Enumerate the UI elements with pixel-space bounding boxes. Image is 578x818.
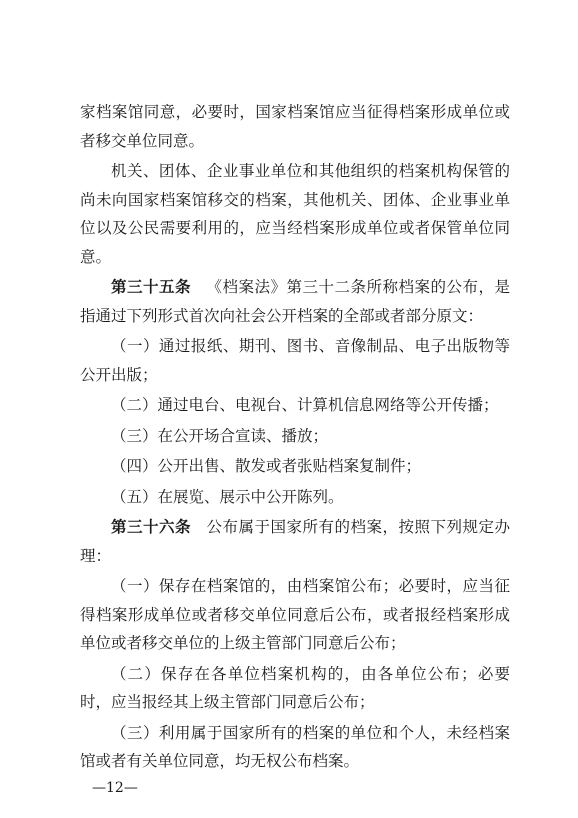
article-35-item-1: （一）通过报纸、期刊、图书、音像制品、电子出版物等公开出版； [80,337,510,384]
page-number: —12— [92,780,138,796]
article-35-item-5: （五）在展览、展示中公开陈列。 [111,487,344,506]
article-36-item-2: （二）保存在各单位档案机构的，由各单位公布；必要时，应当报经其上级主管部门同意后公布； [80,664,510,711]
article-36: 第三十六条 公布属于国家所有的档案，按照下列规定办理： [80,518,510,565]
article-36-number: 第三十六条 [111,518,191,536]
paragraph-1: 家档案馆同意，必要时，国家档案馆应当征得档案形成单位或者移交单位同意。 [80,103,510,150]
article-35-item-2: （二）通过电台、电视台、计算机信息网络等公开传播； [111,396,499,414]
article-35-number: 第三十五条 [111,278,191,296]
article-36-item-1: （一）保存在档案馆的，由档案馆公布；必要时，应当征得档案形成单位或者移交单位同意后公布，或者报经档案形成单位或者移交单位的上级主管部门同意后公布； [80,577,510,652]
article-35: 第三十五条 《档案法》第三十二条所称档案的公布，是指通过下列形式首次向社会公开档案的全部或者部分原文： [80,278,510,325]
paragraph-2: 机关、团体、企业事业单位和其他组织的档案机构保管的尚未向国家档案馆移交的档案，其他机关、团体、企业事业单位以及公民需要利用的，应当经档案形成单位或者保管单位同意。 [80,162,510,266]
article-35-item-3: （三）在公开场合宣读、播放； [111,426,329,445]
article-36-item-3: （三）利用属于国家所有的档案的单位和个人，未经档案馆或者有关单位同意，均无权公布档案。 [80,723,510,770]
article-35-item-4: （四）公开出售、散发或者张贴档案复制件； [111,457,422,475]
document-body [80,98,510,778]
